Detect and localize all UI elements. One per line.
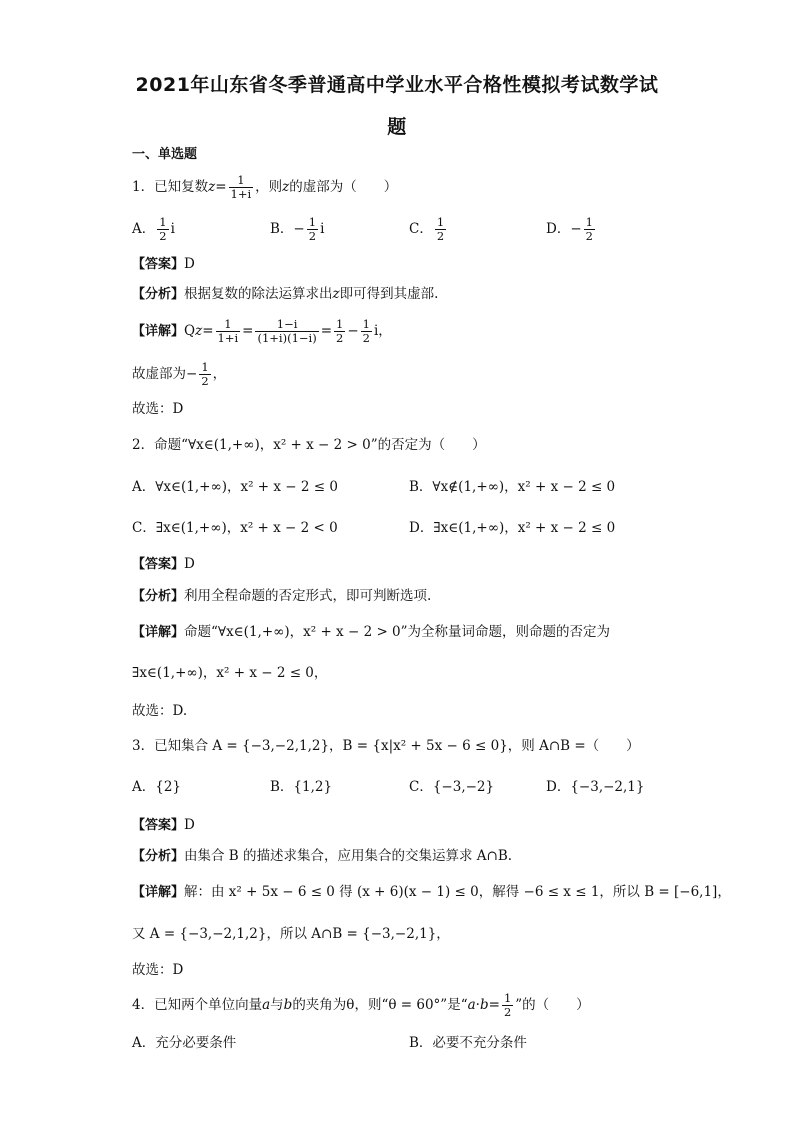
q4-vector-b: b	[283, 997, 293, 1013]
q1-detail-frac-4	[361, 318, 372, 345]
q1-opt-a-tail: i	[170, 221, 175, 237]
q4-frac-num: 1	[503, 991, 512, 1005]
q1-detail-frac-1	[216, 318, 241, 345]
q1-text-b: ，则	[255, 179, 283, 195]
q4-text-a: 4．已知两个单位向量	[132, 997, 263, 1013]
q4-option-a: A．充分必要条件	[132, 1035, 237, 1051]
q4-equals: =	[488, 997, 500, 1013]
q2-analysis-text: 利用全程命题的否定形式，即可判断选项.	[184, 588, 432, 604]
q2-analysis	[132, 586, 431, 607]
q1-detail-f1-den: 1+i	[217, 331, 239, 345]
question-4-stem	[132, 992, 590, 1019]
q1-option-a	[132, 216, 175, 243]
q1-detail-tail: i，	[373, 323, 392, 339]
q1-detail-f4-num: 1	[362, 317, 370, 331]
q1-opt-b-num: 1	[308, 215, 317, 229]
q1-opt-a-frac	[157, 216, 168, 243]
q4-frac-den: 2	[503, 1005, 512, 1019]
q2-option-b: B．∀x∉(1,+∞)，x² + x − 2 ≤ 0	[409, 479, 616, 495]
answer-tag: 【答案】	[132, 557, 185, 572]
q4-text-with: 与	[270, 997, 284, 1013]
section-heading: 一、单选题	[132, 147, 198, 162]
q1-detail-f3-den: 2	[336, 331, 344, 345]
answer-tag: 【答案】	[132, 818, 185, 833]
q1-option-c	[409, 216, 448, 243]
q1-frac-num: 1	[229, 174, 254, 188]
q1-equals: =	[215, 179, 227, 195]
q1-choose: 故选：D	[132, 401, 184, 417]
q1-analysis-var-z: z	[332, 286, 340, 302]
analysis-tag: 【分析】	[132, 589, 185, 604]
q4-vector-a: a	[262, 997, 271, 1013]
q3-detail	[132, 882, 731, 903]
q4-text-c: ”的（ ）	[515, 997, 590, 1013]
answer-tag: 【答案】	[132, 257, 185, 272]
q2-option-d: D．∃x∈(1,+∞)，x² + x − 2 ≤ 0	[409, 520, 616, 536]
q1-detail-f2-den: (1+i)(1−i)	[257, 331, 317, 345]
q2-answer	[132, 554, 195, 575]
q1-imag-num: 1	[201, 360, 209, 374]
question-2-stem: 2．命题“∀x∈(1,+∞)，x² + x − 2 > 0”的否定为（ ）	[132, 437, 486, 453]
detail-tag: 【详解】	[132, 625, 185, 640]
q4-vector-a-2: a	[467, 997, 476, 1013]
q1-option-d	[546, 216, 597, 243]
detail-tag: 【详解】	[132, 885, 185, 900]
q1-frac-den: 1+i	[230, 187, 252, 201]
q1-detail-q: Q	[184, 323, 196, 339]
q2-option-a: A．∀x∈(1,+∞)，x² + x − 2 ≤ 0	[132, 479, 338, 495]
q1-opt-b-label: B．−	[270, 221, 305, 237]
analysis-tag: 【分析】	[132, 287, 185, 302]
page-title-continued: 题	[387, 116, 407, 138]
q1-detail-frac-2	[255, 318, 318, 345]
q1-detail-f1-num: 1	[216, 318, 241, 332]
q1-opt-b-frac	[307, 216, 318, 243]
q1-detail-frac-3	[334, 318, 345, 345]
q1-answer-value: D	[184, 256, 195, 272]
q1-option-b	[270, 216, 324, 243]
q1-detail	[132, 318, 392, 345]
q1-opt-c-label: C．	[409, 221, 433, 237]
q1-detail-f4-den: 2	[362, 331, 370, 345]
q1-opt-c-num: 1	[436, 215, 445, 229]
q1-detail-var-z: z	[195, 323, 203, 339]
q1-imag-den: 2	[201, 374, 209, 388]
question-3-stem: 3．已知集合 A = {−3,−2,1,2}，B = {x|x² + 5x − 6 ≤ 0}，则 A∩B =（ ）	[132, 738, 640, 754]
q1-text-c: 的虚部为（ ）	[289, 179, 398, 195]
q1-fraction	[229, 174, 254, 201]
q1-opt-a-den: 2	[159, 229, 167, 243]
q1-detail-f3-num: 1	[336, 317, 344, 331]
analysis-tag: 【分析】	[132, 849, 185, 864]
q3-answer	[132, 815, 195, 836]
q3-detail-text: 解：由 x² + 5x − 6 ≤ 0 得 (x + 6)(x − 1) ≤ 0，解得 −6 ≤ x ≤ 1，所以 B = [−6,1]，	[184, 884, 731, 900]
q1-analysis-text-b: 即可得到其虚部.	[339, 286, 439, 302]
q4-text-b: 的夹角为θ，则“θ = 60°”是“	[292, 997, 468, 1013]
q1-analysis-text-a: 根据复数的除法运算求出	[184, 286, 333, 302]
q1-opt-a-label: A．	[132, 221, 156, 237]
q2-choose: 故选：D.	[132, 703, 188, 719]
question-1-stem	[132, 174, 397, 201]
q1-answer	[132, 254, 195, 275]
detail-tag: 【详解】	[132, 324, 185, 339]
q1-opt-c-frac	[435, 216, 446, 243]
q1-analysis	[132, 284, 438, 305]
q4-fraction	[502, 992, 513, 1019]
q2-detail	[132, 622, 610, 643]
q4-option-b: B．必要不充分条件	[409, 1035, 527, 1051]
q2-option-c: C．∃x∈(1,+∞)，x² + x − 2 < 0	[132, 520, 338, 536]
q3-option-c: C．{−3,−2}	[409, 779, 495, 795]
q2-detail-text: 命题“∀x∈(1,+∞)，x² + x − 2 > 0”为全称量词命题，则命题的否定为	[184, 624, 611, 640]
q1-opt-d-num: 1	[585, 215, 593, 229]
q1-opt-d-den: 2	[585, 229, 593, 243]
q1-detail-eq1: =	[202, 323, 214, 339]
q1-var-z-2: z	[282, 179, 290, 195]
q1-opt-b-tail: i	[320, 221, 325, 237]
q3-answer-value: D	[184, 817, 195, 833]
q1-opt-d-label: D．−	[546, 221, 582, 237]
q1-detail-f2-num: 1−i	[255, 318, 318, 332]
q1-imag-frac	[199, 361, 210, 388]
q1-text-a: 1．已知复数	[132, 179, 209, 195]
q3-option-b: B．{1,2}	[270, 779, 333, 795]
q1-detail-eq3: =	[320, 323, 333, 339]
page-title: 2021年山东省冬季普通高中学业水平合格性模拟考试数学试	[135, 74, 659, 96]
q1-imag-text: 故虚部为−	[132, 366, 198, 382]
q1-opt-a-num: 1	[159, 215, 167, 229]
q4-dot: ·	[475, 997, 480, 1013]
q1-opt-d-frac	[584, 216, 595, 243]
q1-var-z: z	[208, 179, 216, 195]
q3-detail-line2: 又 A = {−3,−2,1,2}，所以 A∩B = {−3,−2,1}，	[132, 926, 450, 942]
q3-option-d: D．{−3,−2,1}	[546, 779, 645, 795]
q1-opt-c-den: 2	[436, 229, 445, 243]
q3-option-a: A．{2}	[132, 779, 182, 795]
q3-analysis-text: 由集合 B 的描述求集合，应用集合的交集运算求 A∩B.	[184, 848, 513, 864]
q1-detail-eq2: =	[242, 323, 254, 339]
q4-vector-b-2: b	[479, 997, 489, 1013]
q1-detail-minus: −	[347, 323, 359, 339]
q2-detail-line2: ∃x∈(1,+∞)，x² + x − 2 ≤ 0，	[132, 665, 328, 681]
q1-imag-part	[132, 361, 226, 388]
q3-choose: 故选：D	[132, 962, 184, 978]
q1-imag-tail: ，	[212, 366, 227, 382]
q3-analysis	[132, 846, 512, 867]
q1-opt-b-den: 2	[308, 229, 317, 243]
q2-answer-value: D	[184, 556, 195, 572]
